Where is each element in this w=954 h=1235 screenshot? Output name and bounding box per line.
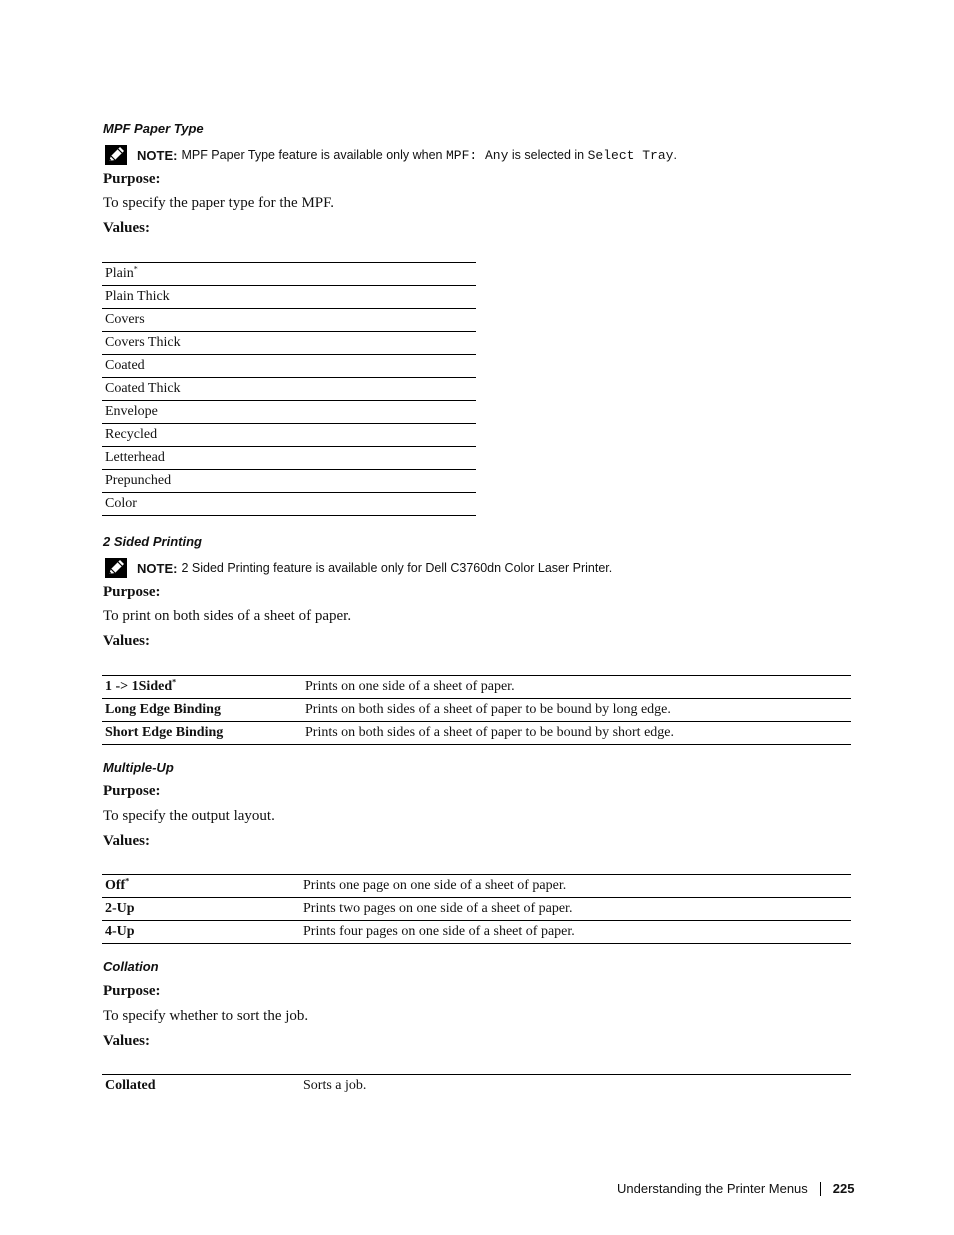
values-label: Values: (103, 220, 150, 236)
page-number: 225 (832, 1181, 855, 1196)
value-name-cell: Short Edge Binding (102, 722, 302, 745)
value-name-cell: 1 -> 1Sided* (102, 676, 302, 699)
default-marker: * (133, 264, 138, 274)
multiple-up-values-table (102, 874, 851, 944)
value-name-cell: Long Edge Binding (102, 699, 302, 722)
footer-divider (820, 1182, 821, 1196)
value-name-cell: Off* (102, 875, 300, 898)
table-row (102, 263, 476, 286)
note-label: NOTE: (137, 560, 178, 576)
table-row (102, 378, 476, 401)
purpose-text: To specify the paper type for the MPF. (103, 195, 335, 211)
table-row (102, 875, 851, 898)
value-cell: Coated (102, 355, 476, 378)
pencil-note-icon (105, 145, 127, 165)
value-name-cell: 4-Up (102, 921, 300, 944)
value-name-cell: 2-Up (102, 898, 300, 921)
note-text: MPF Paper Type feature is available only when (181, 148, 443, 162)
value-desc-cell: Prints four pages on one side of a sheet of paper. (300, 921, 851, 944)
table-row (102, 447, 476, 470)
note-text: 2 Sided Printing feature is available only for Dell C3760dn Color Laser Printer. (181, 561, 613, 575)
purpose-label: Purpose: (103, 983, 161, 999)
values-label: Values: (103, 833, 150, 849)
value-cell: Envelope (102, 401, 476, 424)
table-row (102, 676, 851, 699)
note-text: . (673, 148, 677, 162)
table-row (102, 332, 476, 355)
default-marker: * (172, 677, 177, 687)
note-mpf (105, 145, 677, 165)
value-cell: Covers Thick (102, 332, 476, 355)
section-heading-multiple-up: Multiple-Up (103, 760, 174, 775)
value-cell: Recycled (102, 424, 476, 447)
table-row (102, 898, 851, 921)
value-desc-cell: Sorts a job. (300, 1075, 851, 1098)
table-row (102, 1075, 851, 1098)
purpose-text: To specify whether to sort the job. (103, 1008, 309, 1024)
value-cell: Letterhead (102, 447, 476, 470)
section-heading-mpf-paper-type: MPF Paper Type (103, 121, 204, 136)
table-row (102, 493, 476, 516)
note-label: NOTE: (137, 147, 178, 163)
value-desc-cell: Prints on both sides of a sheet of paper to be bound by long edge. (302, 699, 851, 722)
value-desc-cell: Prints on one side of a sheet of paper. (302, 676, 851, 699)
purpose-label: Purpose: (103, 584, 161, 600)
mpf-paper-type-values-table (102, 262, 476, 516)
note-2-sided (105, 558, 612, 578)
default-marker: * (125, 876, 130, 886)
values-label: Values: (103, 1033, 150, 1049)
value-cell: Prepunched (102, 470, 476, 493)
collation-values-table (102, 1074, 851, 1097)
note-text: is selected in (511, 148, 585, 162)
table-row (102, 470, 476, 493)
purpose-label: Purpose: (103, 783, 161, 799)
value-cell: Covers (102, 309, 476, 332)
table-row (102, 355, 476, 378)
purpose-text: To print on both sides of a sheet of paper. (103, 608, 352, 624)
value-desc-cell: Prints two pages on one side of a sheet of paper. (300, 898, 851, 921)
value-cell: Plain* (102, 263, 476, 286)
table-row (102, 722, 851, 745)
note-code-mpf-any: MPF: Any (445, 147, 509, 163)
table-row (102, 424, 476, 447)
page-footer (617, 1181, 854, 1196)
purpose-label: Purpose: (103, 171, 161, 187)
table-row (102, 309, 476, 332)
table-row (102, 286, 476, 309)
values-label: Values: (103, 633, 150, 649)
table-row (102, 699, 851, 722)
2-sided-printing-values-table (102, 675, 851, 745)
footer-chapter-title: Understanding the Printer Menus (617, 1181, 808, 1196)
value-cell: Color (102, 493, 476, 516)
value-desc-cell: Prints on both sides of a sheet of paper to be bound by short edge. (302, 722, 851, 745)
section-heading-collation: Collation (103, 959, 159, 974)
value-cell: Coated Thick (102, 378, 476, 401)
pencil-note-icon (105, 558, 127, 578)
table-row (102, 921, 851, 944)
value-name-cell: Collated (102, 1075, 300, 1098)
note-code-select-tray: Select Tray (587, 147, 674, 163)
value-cell: Plain Thick (102, 286, 476, 309)
table-row (102, 401, 476, 424)
value-desc-cell: Prints one page on one side of a sheet of paper. (300, 875, 851, 898)
purpose-text: To specify the output layout. (103, 808, 275, 824)
section-heading-2-sided-printing: 2 Sided Printing (103, 534, 202, 549)
